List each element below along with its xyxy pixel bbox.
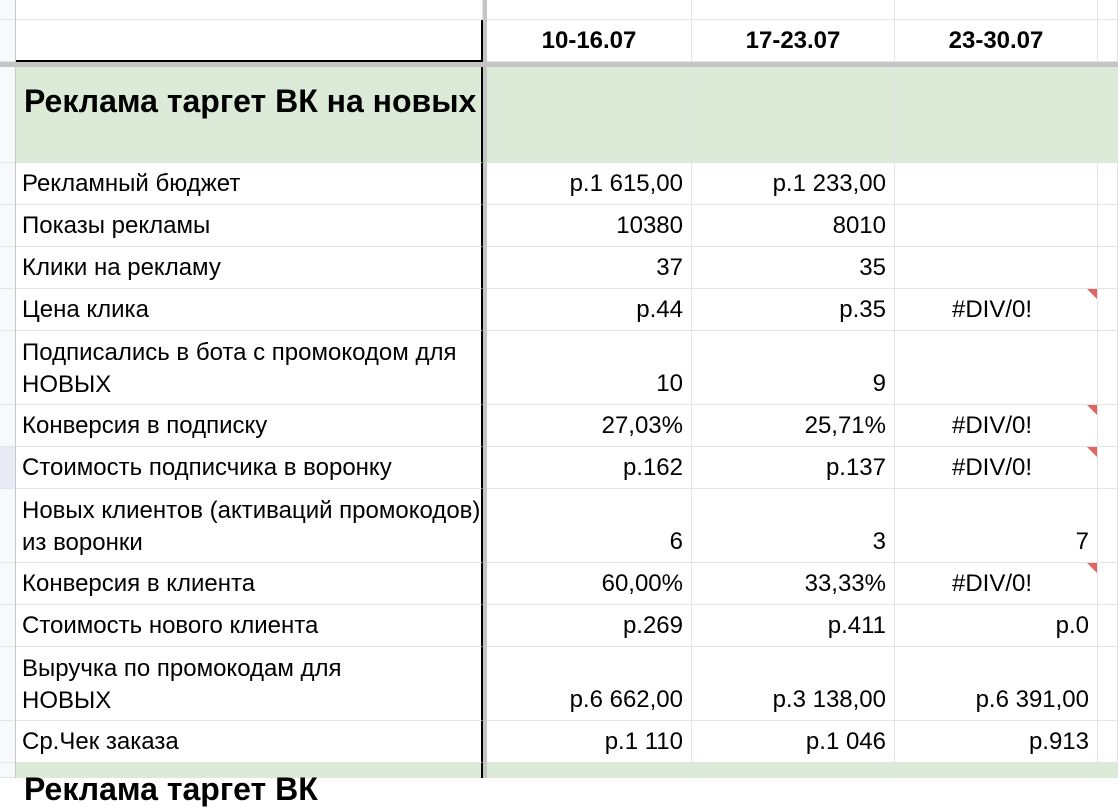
cell[interactable] (1098, 563, 1118, 605)
cell[interactable] (1098, 489, 1118, 563)
cell[interactable] (1098, 721, 1118, 763)
error-cell[interactable] (895, 289, 1098, 331)
value-cell[interactable]: р.1 233,00 (692, 163, 895, 205)
row-partial-top (0, 0, 1118, 20)
cell[interactable] (1098, 447, 1118, 489)
section-title-cell[interactable] (16, 67, 483, 163)
value-cell[interactable]: 60,00% (487, 563, 692, 605)
section-title: Реклама таргет ВК (24, 771, 318, 807)
row-label-cell[interactable] (16, 331, 483, 405)
row-label: Подписались в бота с промокодом для НОВЫХ (22, 339, 457, 398)
value-cell[interactable] (895, 163, 1098, 205)
value-cell[interactable]: 25,71% (692, 405, 895, 447)
row-label: Стоимость нового клиента (22, 612, 319, 639)
row-label-cell[interactable] (16, 563, 483, 605)
frozen-column-divider[interactable] (483, 0, 487, 778)
row-header[interactable] (0, 763, 16, 778)
error-value: #DIV/0! (951, 412, 1033, 439)
value-cell[interactable]: 7 (895, 489, 1098, 563)
row-header[interactable] (0, 605, 16, 647)
cell[interactable] (1098, 20, 1118, 62)
cell[interactable] (1098, 0, 1118, 20)
row-label: Конверсия в клиента (22, 570, 256, 597)
row-header[interactable] (0, 289, 16, 331)
table-row (0, 205, 1118, 247)
row-label: Рекламный бюджет (22, 170, 241, 197)
value-cell[interactable]: 3 (692, 489, 895, 563)
cell[interactable] (895, 67, 1098, 163)
value-cell[interactable]: 33,33% (692, 563, 895, 605)
cell[interactable] (1098, 405, 1118, 447)
value-cell[interactable]: р.269 (487, 605, 692, 647)
error-flag-icon[interactable] (1087, 563, 1097, 573)
table-row (0, 247, 1118, 289)
value-cell[interactable] (895, 247, 1098, 289)
row-header[interactable] (0, 0, 16, 20)
cell[interactable] (16, 0, 483, 20)
row-label-cell[interactable] (16, 247, 483, 289)
cell[interactable] (487, 67, 692, 163)
value-cell[interactable]: р.162 (487, 447, 692, 489)
value-cell[interactable]: 37 (487, 247, 692, 289)
value-cell[interactable]: р.137 (692, 447, 895, 489)
error-flag-icon[interactable] (1087, 447, 1097, 457)
section-title-row-bottom (0, 763, 1118, 807)
section-title-cell[interactable] (16, 763, 483, 807)
error-value: #DIV/0! (951, 296, 1033, 323)
row-label-cell[interactable] (16, 205, 483, 247)
value-cell[interactable]: р.1 110 (487, 721, 692, 763)
table-row (0, 405, 1118, 447)
row-label-cell[interactable] (16, 721, 483, 763)
row-header-selected[interactable] (0, 447, 16, 489)
error-flag-icon[interactable] (1087, 289, 1097, 299)
table-row (0, 331, 1118, 405)
table-row (0, 721, 1118, 763)
section-title: Реклама таргет ВК на новых (24, 83, 477, 119)
section-title-row (0, 67, 1118, 163)
table-row (0, 563, 1118, 605)
cell[interactable] (1098, 647, 1118, 721)
cell[interactable] (1098, 763, 1118, 778)
value-cell[interactable]: р.35 (692, 289, 895, 331)
frozen-row-divider[interactable] (0, 62, 1118, 67)
week-header-1[interactable]: 10-16.07 (487, 20, 692, 62)
value-cell[interactable]: р.913 (895, 721, 1098, 763)
header-blank-cell[interactable] (16, 20, 483, 62)
value-cell[interactable] (895, 331, 1098, 405)
value-cell[interactable]: р.6 391,00 (895, 647, 1098, 721)
value-cell[interactable]: р.6 662,00 (487, 647, 692, 721)
cell[interactable] (692, 0, 895, 20)
row-label-cell[interactable] (16, 405, 483, 447)
row-header[interactable] (0, 205, 16, 247)
table-row (0, 647, 1118, 721)
cell[interactable] (1098, 205, 1118, 247)
error-value: #DIV/0! (951, 454, 1033, 481)
week-header-3[interactable]: 23-30.07 (895, 20, 1098, 62)
row-header[interactable] (0, 405, 16, 447)
week-header-2[interactable]: 17-23.07 (692, 20, 895, 62)
row-label: Ср.Чек заказа (22, 728, 179, 755)
value-cell[interactable]: 10 (487, 331, 692, 405)
cell[interactable] (895, 763, 1098, 778)
value-cell[interactable] (895, 205, 1098, 247)
row-label-cell[interactable] (16, 163, 483, 205)
row-header[interactable] (0, 67, 16, 163)
table-row (0, 489, 1118, 563)
value-cell[interactable]: р.0 (895, 605, 1098, 647)
cell[interactable] (692, 763, 895, 778)
row-label-cell[interactable] (16, 605, 483, 647)
row-label-cell[interactable] (16, 647, 483, 721)
error-cell[interactable] (895, 447, 1098, 489)
cell[interactable] (1098, 289, 1118, 331)
row-header[interactable] (0, 331, 16, 405)
row-label: Новых клиентов (активаций промокодов) из воронки (22, 497, 481, 556)
value-cell[interactable]: 27,03% (487, 405, 692, 447)
value-cell[interactable]: р.44 (487, 289, 692, 331)
table-row (0, 447, 1118, 489)
cell[interactable] (1098, 163, 1118, 205)
value-cell[interactable]: р.3 138,00 (692, 647, 895, 721)
row-label: Выручка по промокодам для НОВЫХ (22, 655, 342, 714)
row-label: Цена клика (22, 296, 149, 323)
value-cell[interactable]: р.1 615,00 (487, 163, 692, 205)
row-label: Конверсия в подписку (22, 412, 268, 439)
row-header[interactable] (0, 489, 16, 563)
value-cell[interactable]: 35 (692, 247, 895, 289)
cell[interactable] (1098, 605, 1118, 647)
row-header[interactable] (0, 20, 16, 62)
row-label-cell[interactable] (16, 489, 483, 563)
value-cell[interactable]: 6 (487, 489, 692, 563)
cell[interactable] (1098, 247, 1118, 289)
error-cell[interactable] (895, 405, 1098, 447)
row-label: Стоимость подписчика в воронку (22, 454, 392, 481)
cell[interactable] (487, 0, 692, 20)
cell[interactable] (487, 763, 692, 778)
week-header-row (0, 20, 1118, 62)
value-cell[interactable]: 9 (692, 331, 895, 405)
cell[interactable] (1098, 67, 1118, 163)
row-header[interactable] (0, 563, 16, 605)
row-header[interactable] (0, 721, 16, 763)
table-row (0, 605, 1118, 647)
error-cell[interactable] (895, 563, 1098, 605)
value-cell[interactable]: 10380 (487, 205, 692, 247)
row-label: Показы рекламы (22, 212, 211, 239)
table-row (0, 289, 1118, 331)
row-header[interactable] (0, 647, 16, 721)
row-label-cell[interactable] (16, 447, 483, 489)
cell[interactable] (1098, 331, 1118, 405)
value-cell[interactable]: р.411 (692, 605, 895, 647)
cell[interactable] (895, 0, 1098, 20)
row-label-cell[interactable] (16, 289, 483, 331)
error-flag-icon[interactable] (1087, 405, 1097, 415)
table-row (0, 163, 1118, 205)
cell[interactable] (692, 67, 895, 163)
value-cell[interactable]: р.1 046 (692, 721, 895, 763)
row-header[interactable] (0, 163, 16, 205)
row-header[interactable] (0, 247, 16, 289)
error-value: #DIV/0! (951, 570, 1033, 597)
row-label: Клики на рекламу (22, 254, 221, 281)
value-cell[interactable]: 8010 (692, 205, 895, 247)
